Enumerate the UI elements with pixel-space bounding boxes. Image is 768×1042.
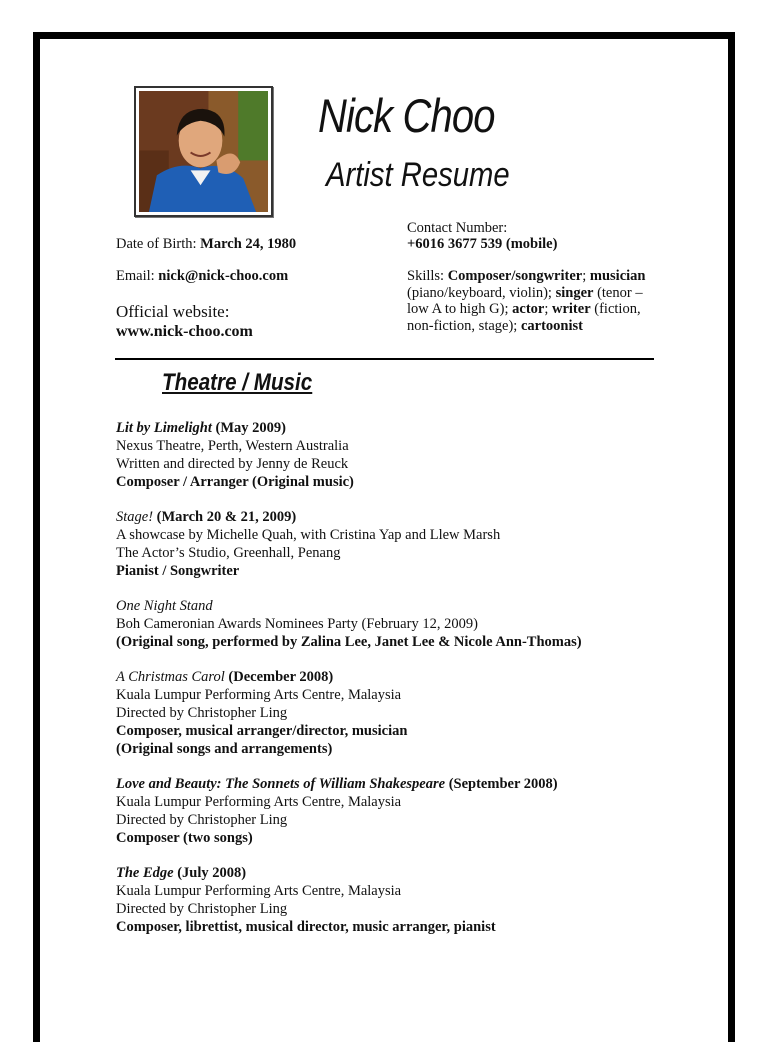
skills-text: (fiction,	[590, 301, 641, 317]
entry-one-night-stand	[116, 597, 676, 651]
entry-title: Stage!	[116, 509, 154, 525]
portrait-image	[139, 91, 268, 212]
entry-title: Love and Beauty: The Sonnets of William Shakespeare	[116, 776, 446, 792]
entry-role: Composer (two songs)	[116, 830, 253, 846]
entry-line: Kuala Lumpur Performing Arts Centre, Malaysia	[116, 687, 402, 703]
skills-line-2	[407, 285, 643, 302]
entry-date: (May 2009)	[211, 420, 286, 436]
email	[116, 268, 288, 285]
skills-line-1	[407, 268, 645, 285]
skill-singer: singer	[555, 285, 594, 301]
entry-title: The Edge	[116, 865, 174, 881]
email-link[interactable]: nick@nick-choo.com	[158, 268, 289, 284]
entry-date: (December 2008)	[224, 669, 334, 685]
skills-text: (piano/keyboard, violin);	[407, 285, 556, 301]
entry-role: Composer / Arranger (Original music)	[116, 474, 354, 490]
skill-musician: musician	[589, 268, 646, 284]
website-link[interactable]: www.nick-choo.com	[116, 323, 253, 340]
entry-stage	[116, 508, 676, 580]
section-heading-theatre-music: Theatre / Music	[162, 369, 313, 396]
skills-text: low A to high G);	[407, 301, 513, 317]
entry-lit-by-limelight	[116, 419, 676, 491]
website-label: Official website:	[116, 302, 230, 321]
skill-actor: actor	[512, 301, 545, 317]
entry-role: Composer, musical arranger/director, musician	[116, 723, 408, 739]
contact-number: +6016 3677 539 (mobile)	[407, 236, 558, 252]
entry-line: Kuala Lumpur Performing Arts Centre, Malaysia	[116, 883, 402, 899]
entry-title: A Christmas Carol	[116, 669, 225, 685]
entry-line: A showcase by Michelle Quah, with Cristina Yap and Llew Marsh	[116, 527, 501, 543]
entry-title: One Night Stand	[116, 598, 213, 614]
entry-date: (July 2008)	[173, 865, 247, 881]
skills-label: Skills:	[407, 268, 448, 284]
entry-date: (September 2008)	[445, 776, 558, 792]
entry-role: (Original song, performed by Zalina Lee, Janet Lee & Nicole Ann-Thomas)	[116, 634, 582, 650]
entry-line: Directed by Christopher Ling	[116, 812, 288, 828]
entry-role: Composer, librettist, musical director, music arranger, pianist	[116, 919, 496, 935]
skills-text: (tenor –	[593, 285, 643, 301]
skills-line-3	[407, 301, 641, 318]
entry-the-edge	[116, 864, 676, 936]
entry-a-christmas-carol	[116, 668, 676, 758]
resume-subtitle: Artist Resume	[326, 156, 510, 194]
entry-love-and-beauty	[116, 775, 676, 847]
entry-line: Directed by Christopher Ling	[116, 705, 288, 721]
entry-line: Nexus Theatre, Perth, Western Australia	[116, 438, 349, 454]
entry-date: (March 20 & 21, 2009)	[153, 509, 297, 525]
entry-line: Directed by Christopher Ling	[116, 901, 288, 917]
resume-name: Nick Choo	[318, 89, 495, 142]
date-of-birth	[116, 236, 296, 253]
entry-title: Lit by Limelight	[116, 420, 212, 436]
skills-text: ;	[544, 301, 552, 317]
skill-composer: Composer/songwriter	[447, 268, 583, 284]
entry-line: The Actor’s Studio, Greenhall, Penang	[116, 545, 341, 561]
entry-role: Pianist / Songwriter	[116, 563, 240, 579]
skill-cartoonist: cartoonist	[520, 318, 583, 334]
skills-text: non-fiction, stage);	[407, 318, 521, 334]
contact-label: Contact Number:	[407, 220, 508, 236]
skills-line-4	[407, 318, 583, 335]
profile-photo	[134, 86, 273, 217]
skills-separator: ;	[582, 268, 590, 284]
dob-label: Date of Birth:	[116, 236, 201, 252]
section-divider	[115, 358, 654, 360]
entry-line: Written and directed by Jenny de Reuck	[116, 456, 349, 472]
email-label: Email:	[116, 268, 159, 284]
entry-line: Kuala Lumpur Performing Arts Centre, Malaysia	[116, 794, 402, 810]
skill-writer: writer	[552, 301, 591, 317]
dob-value: March 24, 1980	[200, 236, 297, 252]
entry-line: Boh Cameronian Awards Nominees Party (February 12, 2009)	[116, 616, 478, 632]
entry-role: (Original songs and arrangements)	[116, 741, 333, 757]
